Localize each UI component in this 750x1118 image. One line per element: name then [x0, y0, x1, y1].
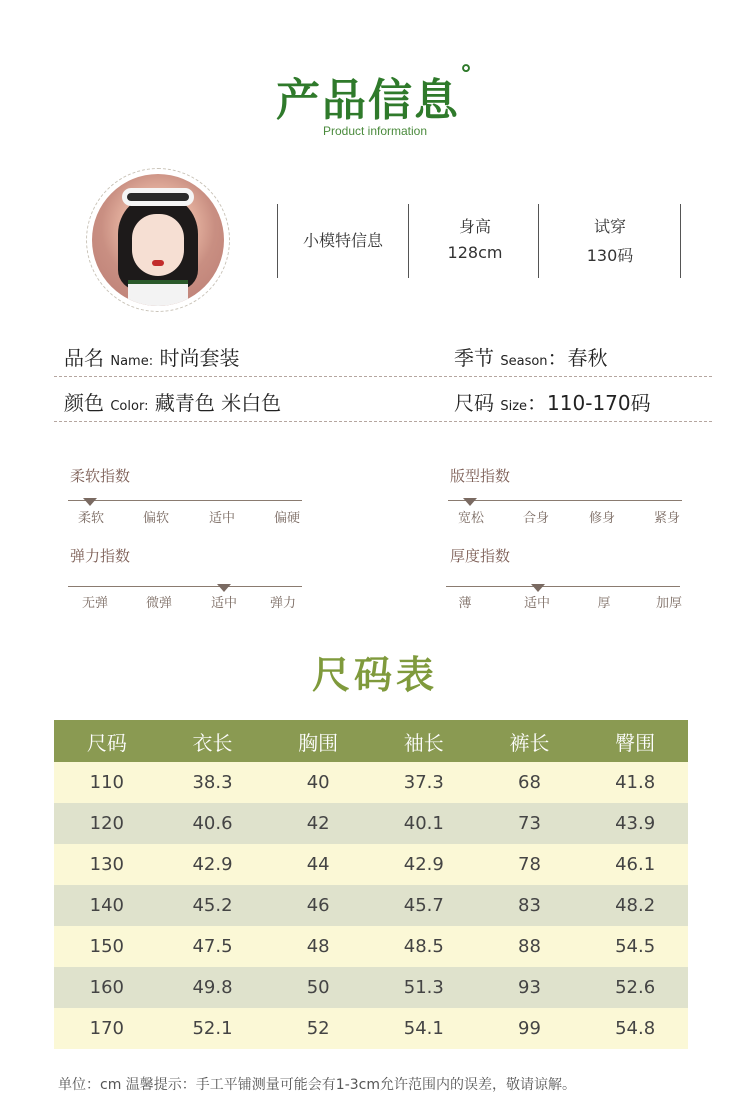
table-cell: 41.8	[582, 762, 688, 803]
divider	[680, 204, 681, 278]
table-cell: 73	[477, 803, 583, 844]
table-cell: 48.2	[582, 885, 688, 926]
table-cell: 45.7	[371, 885, 477, 926]
thickness-label: 厚	[597, 596, 611, 611]
fit-value: 130码	[586, 246, 634, 265]
table-cell: 110	[54, 762, 160, 803]
table-cell: 43.9	[582, 803, 688, 844]
page-title: 产品信息°	[276, 60, 474, 126]
table-cell: 49.8	[160, 967, 266, 1008]
thickness-label: 加厚	[655, 596, 682, 611]
attr-size: 尺码 Size：110-170码	[454, 391, 651, 415]
fit-label: 修身	[588, 511, 615, 526]
table-cell: 54.1	[371, 1008, 477, 1049]
table-cell: 46	[265, 885, 371, 926]
fit-label: 试穿	[593, 217, 626, 236]
elasticity-label: 适中	[210, 596, 237, 611]
softness-label: 偏软	[142, 511, 169, 526]
table-cell: 48	[265, 926, 371, 967]
table-cell: 37.3	[371, 762, 477, 803]
table-cell: 50	[265, 967, 371, 1008]
table-cell: 48.5	[371, 926, 477, 967]
title-mark: °	[460, 60, 474, 88]
softness-label: 柔软	[77, 511, 104, 526]
table-cell: 130	[54, 844, 160, 885]
divider	[408, 204, 409, 278]
model-avatar	[92, 174, 224, 306]
table-row	[54, 1008, 688, 1049]
model-fit	[544, 214, 676, 266]
table-cell: 42.9	[160, 844, 266, 885]
table-row	[54, 926, 688, 967]
table-row	[54, 967, 688, 1008]
dashed-divider	[54, 376, 712, 377]
height-value: 128cm	[447, 243, 503, 262]
table-row	[54, 803, 688, 844]
table-cell: 42	[265, 803, 371, 844]
header-cell: 尺码	[54, 720, 160, 762]
softness-label: 适中	[208, 511, 235, 526]
size-chart-title: 尺码表	[311, 653, 438, 697]
divider	[538, 204, 539, 278]
table-cell: 40.6	[160, 803, 266, 844]
attr-name: 品名 Name: 时尚套装	[64, 346, 240, 370]
softness-label: 偏硬	[273, 511, 300, 526]
dashed-divider	[54, 421, 712, 422]
table-cell: 44	[265, 844, 371, 885]
header-cell: 臀围	[582, 720, 688, 762]
fit-marker	[463, 498, 477, 506]
elasticity-bar	[68, 586, 302, 587]
header-cell: 袖长	[371, 720, 477, 762]
divider	[277, 204, 278, 278]
attr-color: 颜色 Color: 藏青色 米白色	[64, 391, 282, 415]
elasticity-title: 弹力指数	[70, 547, 131, 565]
elasticity-label: 弹力	[269, 596, 296, 611]
table-row	[54, 844, 688, 885]
fit-label: 宽松	[457, 511, 484, 526]
size-footnote: 单位：cm 温馨提示：手工平铺测量可能会有1-3cm允许范围内的误差，敬请谅解。	[58, 1077, 576, 1093]
fit-label: 紧身	[653, 511, 680, 526]
table-cell: 170	[54, 1008, 160, 1049]
table-cell: 54.5	[582, 926, 688, 967]
table-cell: 42.9	[371, 844, 477, 885]
size-table-header	[54, 720, 688, 762]
table-cell: 52.6	[582, 967, 688, 1008]
model-height	[414, 214, 536, 262]
table-cell: 52	[265, 1008, 371, 1049]
softness-title: 柔软指数	[70, 467, 131, 485]
fit-bar	[448, 500, 682, 501]
thickness-bar	[446, 586, 680, 587]
table-cell: 93	[477, 967, 583, 1008]
table-cell: 54.8	[582, 1008, 688, 1049]
size-table	[54, 720, 688, 1049]
table-cell: 140	[54, 885, 160, 926]
elasticity-marker	[217, 584, 231, 592]
table-cell: 40.1	[371, 803, 477, 844]
page-subtitle: Product information	[322, 124, 428, 138]
header-cell: 裤长	[477, 720, 583, 762]
height-label: 身高	[458, 217, 491, 236]
header-cell: 衣长	[160, 720, 266, 762]
table-cell: 78	[477, 844, 583, 885]
table-cell: 83	[477, 885, 583, 926]
table-cell: 46.1	[582, 844, 688, 885]
table-cell: 150	[54, 926, 160, 967]
softness-marker	[83, 498, 97, 506]
softness-bar	[68, 500, 302, 501]
table-cell: 88	[477, 926, 583, 967]
table-cell: 120	[54, 803, 160, 844]
elasticity-label: 无弹	[81, 596, 108, 611]
table-cell: 99	[477, 1008, 583, 1049]
thickness-label: 薄	[458, 596, 472, 611]
thickness-title: 厚度指数	[450, 547, 511, 565]
table-cell: 40	[265, 762, 371, 803]
thickness-label: 适中	[523, 596, 550, 611]
thickness-marker	[531, 584, 545, 592]
table-row	[54, 762, 688, 803]
fit-label: 合身	[522, 511, 549, 526]
fit-title: 版型指数	[450, 467, 511, 485]
header-cell: 胸围	[265, 720, 371, 762]
table-cell: 38.3	[160, 762, 266, 803]
table-cell: 68	[477, 762, 583, 803]
model-info-label: 小模特信息	[302, 231, 383, 250]
attr-season: 季节 Season：春秋	[454, 346, 608, 370]
elasticity-label: 微弹	[145, 596, 172, 611]
table-cell: 52.1	[160, 1008, 266, 1049]
table-cell: 47.5	[160, 926, 266, 967]
table-cell: 51.3	[371, 967, 477, 1008]
table-cell: 160	[54, 967, 160, 1008]
table-row	[54, 885, 688, 926]
table-cell: 45.2	[160, 885, 266, 926]
